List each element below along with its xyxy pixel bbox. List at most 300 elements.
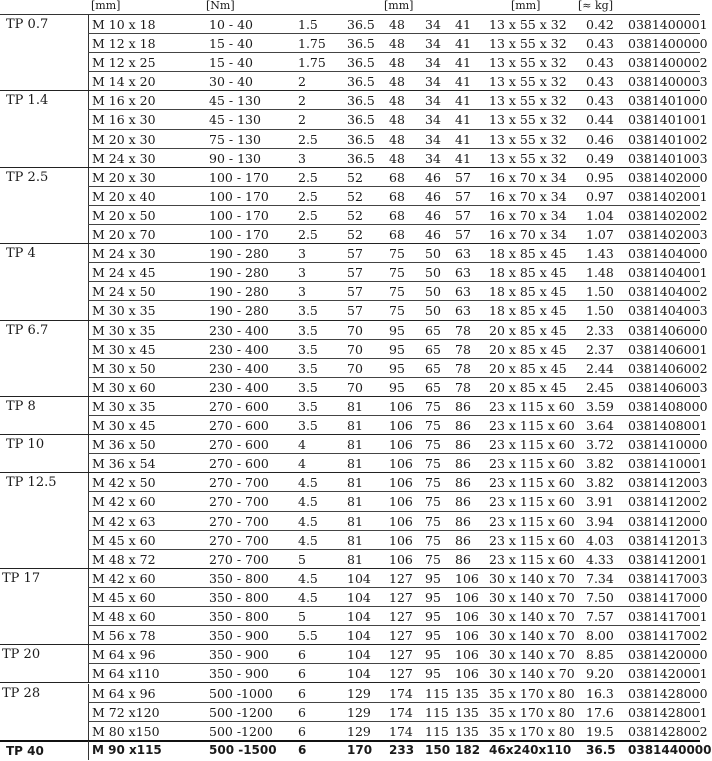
cell-dim-d: 106 (455, 628, 479, 644)
label-divider (88, 397, 89, 435)
cell-box-dimensions: 30 x 140 x 70 (489, 666, 575, 682)
cell-article-number: 0381408000 (628, 399, 708, 414)
cell-torque-range: 100 - 170 (209, 188, 269, 204)
cell-hex-size: 5.5 (298, 628, 318, 644)
cell-weight-kg: 1.50 (586, 284, 614, 300)
cell-dim-d: 106 (455, 666, 479, 682)
cell-dim-b: 174 (389, 685, 413, 701)
cell-dim-a: 81 (347, 456, 363, 472)
cell-article-number: 0381417000 (628, 589, 708, 605)
cell-thread-size: M 14 x 20 (92, 74, 156, 90)
unit-mm-header-3: [mm] (511, 0, 541, 12)
cell-box-dimensions: 30 x 140 x 70 (489, 609, 575, 625)
cell-torque-range: 100 - 170 (209, 169, 269, 185)
cell-dim-b: 48 (389, 93, 405, 109)
cell-dim-c: 150 (425, 742, 451, 757)
cell-thread-size: M 24 x 50 (92, 284, 156, 300)
label-divider (88, 741, 89, 760)
cell-torque-range: 15 - 40 (209, 55, 253, 71)
cell-hex-size: 1.75 (298, 55, 326, 71)
cell-article-number: 0381412013 (628, 532, 708, 548)
cell-thread-size: M 72 x120 (92, 704, 160, 720)
cell-article-number: 0381412003 (628, 475, 708, 491)
cell-dim-b: 48 (389, 74, 405, 90)
cell-dim-b: 106 (389, 475, 413, 491)
cell-dim-d: 41 (455, 17, 471, 32)
cell-torque-range: 270 - 700 (209, 475, 269, 491)
cell-dim-d: 57 (455, 169, 471, 185)
cell-box-dimensions: 13 x 55 x 32 (489, 36, 567, 52)
cell-weight-kg: 0.42 (586, 17, 614, 32)
cell-thread-size: M 30 x 45 (92, 418, 156, 434)
cell-dim-b: 75 (389, 265, 405, 281)
cell-dim-c: 75 (425, 437, 441, 453)
cell-torque-range: 230 - 400 (209, 341, 269, 357)
label-divider (88, 435, 89, 473)
cell-dim-a: 36.5 (347, 36, 375, 52)
cell-thread-size: M 12 x 18 (92, 36, 156, 52)
cell-hex-size: 2.5 (298, 169, 318, 185)
cell-dim-c: 46 (425, 227, 441, 243)
cell-hex-size: 3 (298, 150, 306, 166)
cell-dim-c: 46 (425, 188, 441, 204)
cell-dim-d: 86 (455, 456, 471, 472)
group-label: TP 2.5 (6, 169, 49, 185)
cell-box-dimensions: 20 x 85 x 45 (489, 360, 567, 376)
group-2 (0, 168, 708, 244)
cell-weight-kg: 3.82 (586, 475, 614, 491)
cell-dim-a: 81 (347, 475, 363, 491)
group-label: TP 17 (2, 570, 41, 586)
cell-dim-c: 75 (425, 494, 441, 510)
cell-thread-size: M 30 x 35 (92, 399, 156, 414)
cell-dim-c: 34 (425, 74, 441, 90)
cell-dim-b: 48 (389, 36, 405, 52)
unit-nm-header: [Nm] (206, 0, 235, 12)
cell-dim-c: 75 (425, 532, 441, 548)
label-divider (88, 91, 89, 167)
cell-hex-size: 3.5 (298, 418, 318, 434)
cell-box-dimensions: 35 x 170 x 80 (489, 723, 575, 739)
cell-article-number: 0381417003 (628, 570, 708, 586)
unit-mm-header-2: [mm] (384, 0, 414, 12)
cell-weight-kg: 9.20 (586, 666, 614, 682)
cell-dim-a: 104 (347, 628, 371, 644)
cell-dim-d: 57 (455, 188, 471, 204)
label-divider (88, 321, 89, 397)
group-label: TP 20 (2, 647, 41, 663)
cell-dim-c: 46 (425, 207, 441, 223)
cell-thread-size: M 30 x 60 (92, 379, 156, 395)
cell-article-number: 0381401001 (628, 112, 708, 128)
cell-dim-c: 65 (425, 379, 441, 395)
cell-article-number: 0381404003 (628, 303, 708, 319)
cell-box-dimensions: 16 x 70 x 34 (489, 169, 567, 185)
unit-kg-header: [≈ kg] (578, 0, 614, 12)
cell-article-number: 0381428002 (628, 723, 708, 739)
cell-dim-d: 41 (455, 36, 471, 52)
cell-thread-size: M 56 x 78 (92, 628, 156, 644)
cell-dim-a: 36.5 (347, 131, 375, 147)
cell-thread-size: M 30 x 50 (92, 360, 156, 376)
cell-dim-b: 48 (389, 55, 405, 71)
cell-dim-b: 95 (389, 322, 405, 338)
cell-box-dimensions: 30 x 140 x 70 (489, 589, 575, 605)
group-10 (0, 684, 708, 741)
cell-dim-c: 50 (425, 265, 441, 281)
cell-dim-b: 68 (389, 169, 405, 185)
cell-dim-d: 78 (455, 341, 471, 357)
group-1 (0, 91, 708, 167)
unit-mm-header-1: [mm] (91, 0, 121, 12)
cell-dim-a: 81 (347, 494, 363, 510)
cell-hex-size: 2.5 (298, 207, 318, 223)
cell-torque-range: 500 -1500 (209, 742, 277, 757)
cell-dim-c: 75 (425, 513, 441, 529)
cell-hex-size: 4.5 (298, 513, 318, 529)
cell-dim-b: 95 (389, 360, 405, 376)
cell-hex-size: 6 (298, 685, 306, 701)
cell-dim-a: 52 (347, 188, 363, 204)
cell-torque-range: 230 - 400 (209, 322, 269, 338)
cell-hex-size: 6 (298, 704, 306, 720)
cell-dim-b: 68 (389, 188, 405, 204)
cell-weight-kg: 3.94 (586, 513, 614, 529)
cell-dim-d: 106 (455, 589, 479, 605)
cell-thread-size: M 45 x 60 (92, 589, 156, 605)
cell-dim-b: 106 (389, 437, 413, 453)
cell-box-dimensions: 13 x 55 x 32 (489, 150, 567, 166)
group-label: TP 28 (2, 685, 41, 701)
cell-dim-b: 48 (389, 112, 405, 128)
cell-article-number: 0381404001 (628, 265, 708, 281)
cell-box-dimensions: 20 x 85 x 45 (489, 379, 567, 395)
cell-torque-range: 190 - 280 (209, 303, 269, 319)
cell-dim-b: 68 (389, 207, 405, 223)
cell-dim-a: 36.5 (347, 55, 375, 71)
cell-dim-c: 95 (425, 570, 441, 586)
cell-box-dimensions: 13 x 55 x 32 (489, 93, 567, 109)
cell-torque-range: 10 - 40 (209, 17, 253, 32)
cell-hex-size: 3 (298, 265, 306, 281)
cell-torque-range: 270 - 700 (209, 494, 269, 510)
cell-dim-c: 34 (425, 55, 441, 71)
cell-box-dimensions: 20 x 85 x 45 (489, 341, 567, 357)
cell-dim-d: 78 (455, 379, 471, 395)
cell-dim-d: 41 (455, 112, 471, 128)
cell-weight-kg: 3.64 (586, 418, 614, 434)
cell-box-dimensions: 18 x 85 x 45 (489, 303, 567, 319)
cell-torque-range: 350 - 900 (209, 666, 269, 682)
cell-torque-range: 350 - 800 (209, 570, 269, 586)
cell-thread-size: M 10 x 18 (92, 17, 156, 32)
label-divider (88, 473, 89, 569)
cell-torque-range: 100 - 170 (209, 207, 269, 223)
cell-weight-kg: 3.72 (586, 437, 614, 453)
cell-article-number: 0381404000 (628, 246, 708, 262)
cell-thread-size: M 90 x115 (92, 742, 162, 757)
cell-hex-size: 5 (298, 609, 306, 625)
cell-hex-size: 2.5 (298, 188, 318, 204)
cell-hex-size: 6 (298, 647, 306, 663)
cell-hex-size: 3 (298, 284, 306, 300)
group-label: TP 1.4 (6, 93, 49, 109)
cell-article-number: 0381402002 (628, 207, 708, 223)
cell-article-number: 0381408001 (628, 418, 708, 434)
cell-thread-size: M 80 x150 (92, 723, 160, 739)
cell-dim-b: 127 (389, 628, 413, 644)
cell-box-dimensions: 23 x 115 x 60 (489, 399, 575, 414)
cell-torque-range: 270 - 600 (209, 437, 269, 453)
cell-dim-a: 57 (347, 265, 363, 281)
cell-dim-d: 106 (455, 647, 479, 663)
cell-dim-c: 95 (425, 666, 441, 682)
cell-weight-kg: 1.07 (586, 227, 614, 243)
cell-hex-size: 6 (298, 666, 306, 682)
cell-dim-d: 86 (455, 399, 471, 414)
cell-box-dimensions: 13 x 55 x 32 (489, 55, 567, 71)
cell-dim-c: 34 (425, 36, 441, 52)
cell-dim-c: 34 (425, 112, 441, 128)
cell-weight-kg: 7.34 (586, 570, 614, 586)
cell-dim-c: 95 (425, 647, 441, 663)
cell-box-dimensions: 13 x 55 x 32 (489, 131, 567, 147)
cell-dim-d: 41 (455, 55, 471, 71)
cell-box-dimensions: 23 x 115 x 60 (489, 494, 575, 510)
cell-box-dimensions: 23 x 115 x 60 (489, 532, 575, 548)
cell-hex-size: 4.5 (298, 494, 318, 510)
cell-article-number: 0381401002 (628, 131, 708, 147)
cell-thread-size: M 20 x 30 (92, 131, 156, 147)
cell-dim-d: 63 (455, 265, 471, 281)
cell-dim-a: 70 (347, 322, 363, 338)
cell-thread-size: M 16 x 30 (92, 112, 156, 128)
cell-thread-size: M 30 x 35 (92, 322, 156, 338)
cell-weight-kg: 8.00 (586, 628, 614, 644)
cell-weight-kg: 2.45 (586, 379, 614, 395)
cell-dim-b: 48 (389, 150, 405, 166)
cell-torque-range: 270 - 700 (209, 513, 269, 529)
cell-weight-kg: 1.50 (586, 303, 614, 319)
cell-weight-kg: 0.43 (586, 74, 614, 90)
cell-dim-a: 104 (347, 666, 371, 682)
cell-weight-kg: 16.3 (586, 685, 614, 701)
cell-dim-c: 65 (425, 360, 441, 376)
cell-dim-b: 95 (389, 341, 405, 357)
cell-box-dimensions: 16 x 70 x 34 (489, 207, 567, 223)
cell-thread-size: M 24 x 30 (92, 150, 156, 166)
cell-hex-size: 6 (298, 723, 306, 739)
cell-article-number: 0381400001 (628, 17, 708, 32)
cell-article-number: 0381420000 (628, 647, 708, 663)
cell-dim-d: 86 (455, 418, 471, 434)
cell-dim-a: 36.5 (347, 17, 375, 32)
group-7 (0, 473, 708, 569)
cell-dim-d: 63 (455, 303, 471, 319)
cell-dim-d: 41 (455, 131, 471, 147)
cell-dim-c: 75 (425, 456, 441, 472)
cell-thread-size: M 30 x 35 (92, 303, 156, 319)
cell-torque-range: 190 - 280 (209, 265, 269, 281)
cell-dim-c: 34 (425, 93, 441, 109)
cell-thread-size: M 20 x 50 (92, 207, 156, 223)
cell-weight-kg: 0.46 (586, 131, 614, 147)
cell-hex-size: 2 (298, 93, 306, 109)
cell-dim-c: 75 (425, 551, 441, 567)
cell-dim-d: 106 (455, 570, 479, 586)
cell-dim-d: 86 (455, 475, 471, 491)
cell-hex-size: 4 (298, 437, 306, 453)
cell-thread-size: M 20 x 70 (92, 227, 156, 243)
cell-weight-kg: 17.6 (586, 704, 614, 720)
cell-dim-d: 182 (455, 742, 481, 757)
cell-article-number: 0381412000 (628, 513, 708, 529)
cell-torque-range: 270 - 600 (209, 418, 269, 434)
cell-thread-size: M 42 x 60 (92, 494, 156, 510)
cell-dim-c: 50 (425, 284, 441, 300)
cell-weight-kg: 0.43 (586, 36, 614, 52)
cell-thread-size: M 45 x 60 (92, 532, 156, 548)
cell-dim-b: 106 (389, 532, 413, 548)
cell-dim-c: 75 (425, 399, 441, 414)
cell-box-dimensions: 18 x 85 x 45 (489, 284, 567, 300)
group-label: TP 4 (6, 246, 36, 262)
cell-box-dimensions: 18 x 85 x 45 (489, 265, 567, 281)
cell-weight-kg: 0.44 (586, 112, 614, 128)
cell-box-dimensions: 20 x 85 x 45 (489, 322, 567, 338)
cell-box-dimensions: 30 x 140 x 70 (489, 647, 575, 663)
cell-dim-a: 81 (347, 418, 363, 434)
cell-weight-kg: 2.37 (586, 341, 614, 357)
cell-article-number: 0381440000 (628, 742, 712, 757)
cell-dim-b: 127 (389, 647, 413, 663)
cell-article-number: 0381428001 (628, 704, 708, 720)
cell-box-dimensions: 13 x 55 x 32 (489, 17, 567, 32)
cell-dim-d: 63 (455, 284, 471, 300)
cell-dim-a: 52 (347, 207, 363, 223)
cell-dim-c: 65 (425, 322, 441, 338)
cell-article-number: 0381400000 (628, 36, 708, 52)
cell-thread-size: M 42 x 63 (92, 513, 156, 529)
cell-dim-c: 95 (425, 589, 441, 605)
cell-dim-b: 75 (389, 284, 405, 300)
cell-dim-a: 81 (347, 513, 363, 529)
cell-dim-d: 41 (455, 93, 471, 109)
cell-box-dimensions: 35 x 170 x 80 (489, 685, 575, 701)
cell-weight-kg: 2.33 (586, 322, 614, 338)
cell-box-dimensions: 23 x 115 x 60 (489, 437, 575, 453)
cell-dim-d: 106 (455, 609, 479, 625)
cell-dim-a: 57 (347, 246, 363, 262)
cell-article-number: 0381406001 (628, 341, 708, 357)
cell-dim-b: 127 (389, 666, 413, 682)
cell-article-number: 0381402000 (628, 169, 708, 185)
cell-dim-c: 115 (425, 704, 449, 720)
cell-box-dimensions: 30 x 140 x 70 (489, 570, 575, 586)
cell-torque-range: 190 - 280 (209, 284, 269, 300)
cell-torque-range: 230 - 400 (209, 360, 269, 376)
cell-dim-d: 78 (455, 360, 471, 376)
cell-dim-d: 86 (455, 551, 471, 567)
cell-torque-range: 230 - 400 (209, 379, 269, 395)
cell-weight-kg: 8.85 (586, 647, 614, 663)
cell-box-dimensions: 13 x 55 x 32 (489, 74, 567, 90)
cell-torque-range: 90 - 130 (209, 150, 261, 166)
cell-weight-kg: 4.03 (586, 532, 614, 548)
cell-torque-range: 270 - 600 (209, 456, 269, 472)
cell-dim-c: 50 (425, 303, 441, 319)
cell-article-number: 0381428000 (628, 685, 708, 701)
cell-torque-range: 270 - 600 (209, 399, 269, 414)
cell-torque-range: 350 - 800 (209, 609, 269, 625)
cell-dim-a: 70 (347, 379, 363, 395)
cell-dim-b: 233 (389, 742, 415, 757)
cell-dim-d: 135 (455, 685, 479, 701)
cell-hex-size: 3.5 (298, 379, 318, 395)
cell-dim-a: 129 (347, 685, 371, 701)
cell-box-dimensions: 35 x 170 x 80 (489, 704, 575, 720)
group-11 (0, 741, 712, 760)
cell-hex-size: 2.5 (298, 131, 318, 147)
cell-dim-b: 48 (389, 131, 405, 147)
cell-torque-range: 500 -1200 (209, 704, 273, 720)
cell-dim-d: 41 (455, 150, 471, 166)
cell-dim-c: 115 (425, 723, 449, 739)
cell-hex-size: 3.5 (298, 399, 318, 414)
cell-weight-kg: 4.33 (586, 551, 614, 567)
cell-dim-a: 81 (347, 532, 363, 548)
group-label: TP 40 (6, 743, 44, 758)
cell-torque-range: 45 - 130 (209, 112, 261, 128)
group-label: TP 6.7 (6, 322, 49, 338)
cell-thread-size: M 64 x 96 (92, 647, 156, 663)
cell-box-dimensions: 18 x 85 x 45 (489, 246, 567, 262)
cell-hex-size: 3.5 (298, 303, 318, 319)
cell-torque-range: 75 - 130 (209, 131, 261, 147)
cell-dim-a: 36.5 (347, 112, 375, 128)
cell-thread-size: M 12 x 25 (92, 55, 156, 71)
cell-box-dimensions: 23 x 115 x 60 (489, 456, 575, 472)
cell-dim-c: 65 (425, 341, 441, 357)
cell-torque-range: 350 - 900 (209, 647, 269, 663)
cell-article-number: 0381406000 (628, 322, 708, 338)
cell-weight-kg: 1.48 (586, 265, 614, 281)
cell-dim-b: 75 (389, 303, 405, 319)
cell-dim-b: 106 (389, 494, 413, 510)
group-8 (0, 569, 708, 645)
cell-dim-d: 57 (455, 207, 471, 223)
cell-article-number: 0381412001 (628, 551, 708, 567)
cell-torque-range: 270 - 700 (209, 551, 269, 567)
cell-thread-size: M 48 x 72 (92, 551, 156, 567)
cell-torque-range: 500 -1200 (209, 723, 273, 739)
cell-box-dimensions: 23 x 115 x 60 (489, 551, 575, 567)
cell-article-number: 0381401003 (628, 150, 708, 166)
cell-article-number: 0381410001 (628, 456, 708, 472)
label-divider (88, 244, 89, 320)
cell-dim-b: 106 (389, 399, 413, 414)
cell-hex-size: 4 (298, 456, 306, 472)
cell-dim-b: 106 (389, 513, 413, 529)
cell-torque-range: 190 - 280 (209, 246, 269, 262)
cell-hex-size: 4.5 (298, 589, 318, 605)
cell-box-dimensions: 30 x 140 x 70 (489, 628, 575, 644)
cell-torque-range: 100 - 170 (209, 227, 269, 243)
cell-dim-d: 86 (455, 532, 471, 548)
cell-weight-kg: 7.57 (586, 609, 614, 625)
label-divider (88, 15, 89, 91)
cell-box-dimensions: 46x240x110 (489, 742, 572, 757)
